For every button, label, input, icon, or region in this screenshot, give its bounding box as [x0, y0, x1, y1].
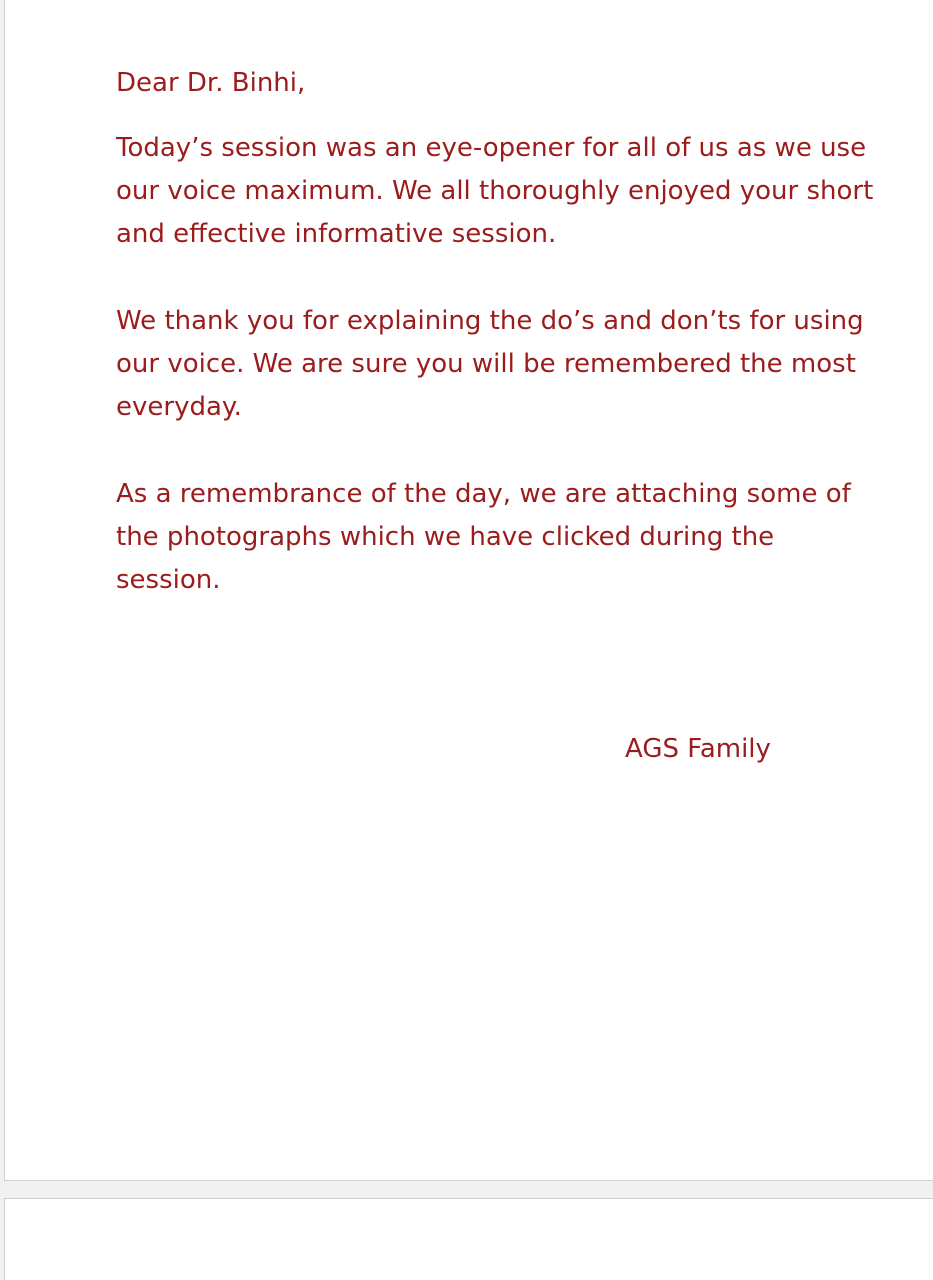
paragraph-2: We thank you for explaining the do’s and don’ts for using our voice. We are sure you will be remembered the most everyday. [116, 306, 864, 422]
next-page [4, 1198, 933, 1280]
salutation: Dear Dr. Binhi, [116, 68, 306, 98]
signature: AGS Family [625, 734, 771, 764]
paragraph-3: As a remembrance of the day, we are attaching some of the photographs which we have clicked during the session. [116, 479, 851, 595]
paragraph-1: Today’s session was an eye-opener for all of us as we use our voice maximum. We all thoroughly enjoyed your short and effective informative session. [116, 133, 874, 249]
document-page [4, 0, 933, 1181]
letter-body [116, 62, 876, 646]
